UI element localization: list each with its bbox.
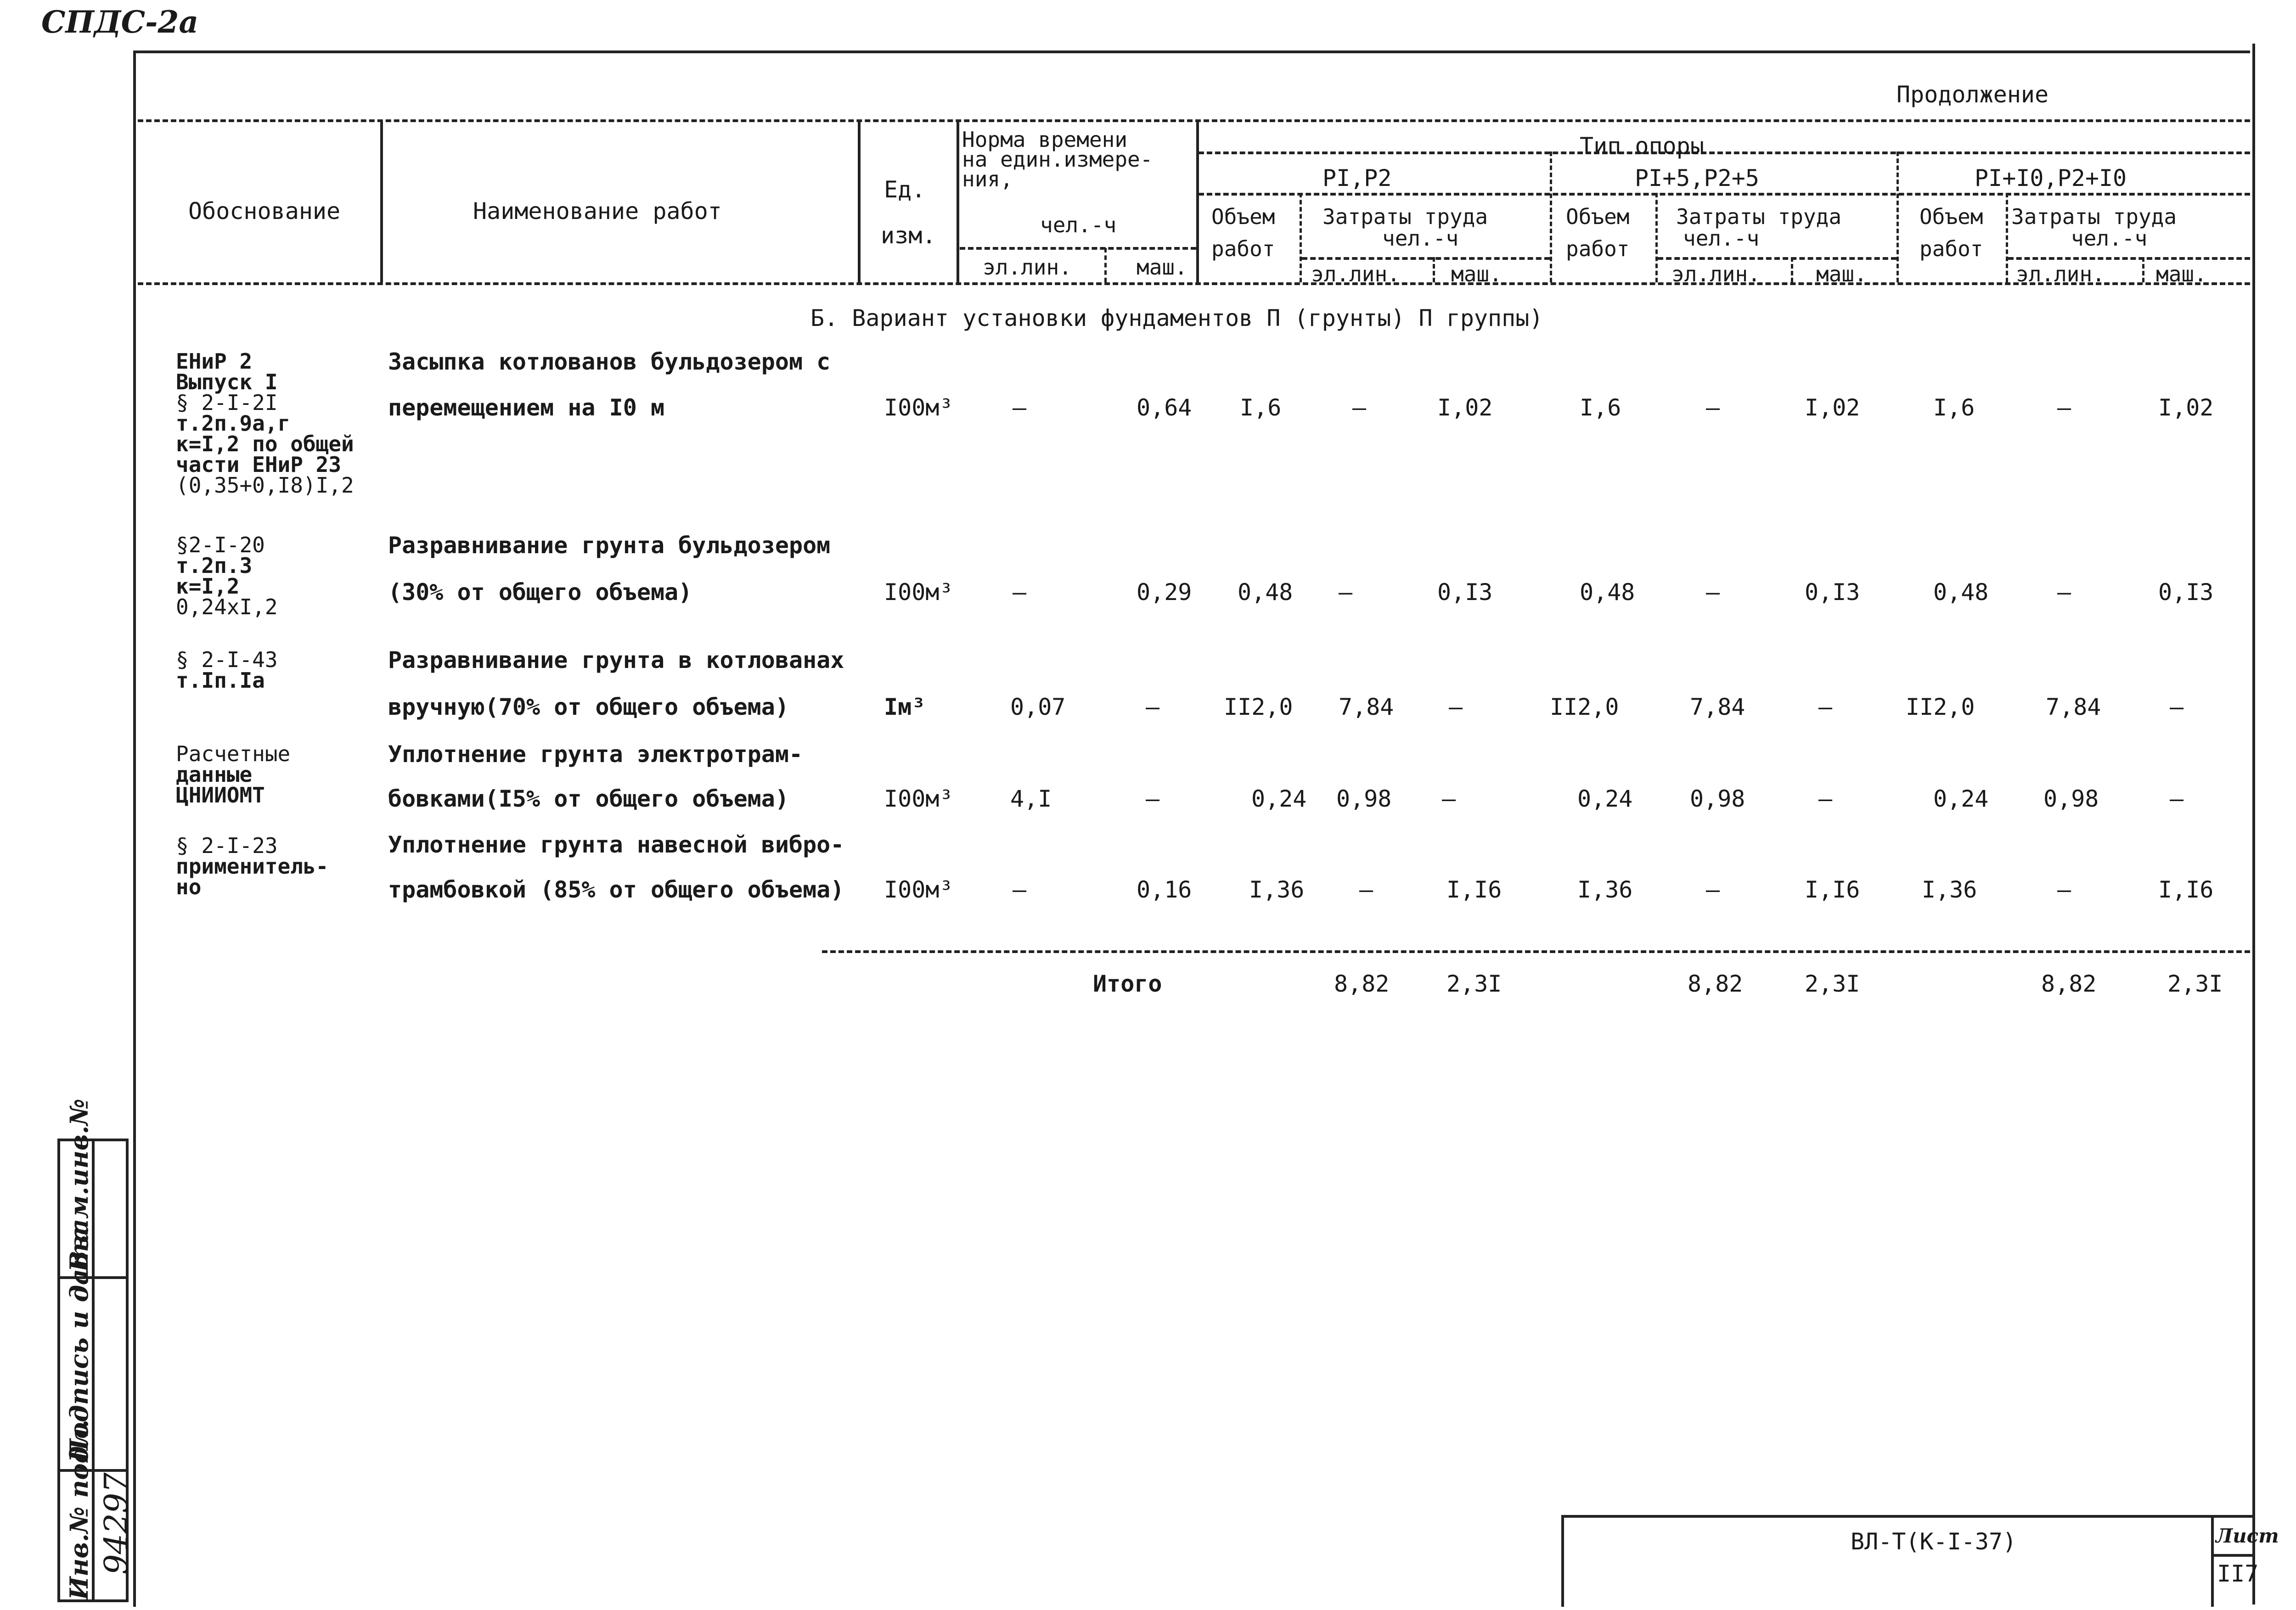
row-norm-el: – xyxy=(1013,394,1027,421)
row-unit: I00м³ xyxy=(884,785,953,812)
row-g1-mash: I,02 xyxy=(1437,394,1493,421)
vline-g1-end xyxy=(1550,151,1552,282)
row-work-line: Уплотнение грунта электротрам- xyxy=(388,741,803,768)
header-g2-costs-2: чел.-ч xyxy=(1683,226,1760,251)
title-block-sheet-divider xyxy=(2211,1515,2214,1607)
row-work-line: бовками(I5% от общего объема) xyxy=(388,785,789,812)
frame-right xyxy=(2252,44,2255,1604)
row-work-line: Разравнивание грунта бульдозером xyxy=(388,532,831,559)
row-g2-el: – xyxy=(1706,579,1720,606)
row-g2-el: – xyxy=(1706,876,1720,903)
header-norm-4: чел.-ч xyxy=(1040,213,1117,237)
row-g3-vol: II2,0 xyxy=(1906,694,1975,720)
header-g3-vol-1: Объем xyxy=(1919,204,1983,229)
row-norm-mash: 0,29 xyxy=(1137,579,1192,606)
hline-g1-costs xyxy=(1302,257,1550,260)
hline-g3-costs xyxy=(2008,257,2250,260)
vline-norm xyxy=(1196,122,1199,282)
header-g1-costs-1: Затраты труда xyxy=(1322,204,1488,229)
row-norm-mash: 0,16 xyxy=(1137,876,1192,903)
header-g1-el: эл.лин. xyxy=(1311,262,1400,286)
row-basis-line: Расчетные xyxy=(176,741,291,766)
row-basis-line: §2-I-20 xyxy=(176,533,265,557)
vline-g2-split xyxy=(1791,257,1793,282)
row-norm-el: – xyxy=(1013,876,1027,903)
row-g3-vol: 0,48 xyxy=(1933,579,1989,606)
sheet-number: II7 xyxy=(2217,1560,2259,1587)
stamp-inv-label: Инв.№ подл. xyxy=(64,1419,94,1600)
vline-g2-end xyxy=(1896,151,1899,282)
row-g3-vol: I,6 xyxy=(1933,394,1975,421)
row-g3-vol: I,36 xyxy=(1922,876,1977,903)
row-g2-el: – xyxy=(1706,394,1720,421)
row-work-line: (30% от общего объема) xyxy=(388,579,692,606)
sheet-label: Лист xyxy=(2216,1525,2279,1547)
row-g1-vol: II2,0 xyxy=(1224,694,1293,720)
row-norm-el: – xyxy=(1013,579,1027,606)
row-work-line: Засыпка котлованов бульдозером с xyxy=(388,348,831,375)
row-g3-mash: 0,I3 xyxy=(2158,579,2214,606)
header-g2-vol-2: работ xyxy=(1566,236,1630,261)
header-g1-name: PI,P2 xyxy=(1322,165,1392,191)
total-g3-mash: 2,3I xyxy=(2167,970,2223,997)
row-basis-line: 0,24хI,2 xyxy=(176,595,278,619)
row-basis-line: ЕНиР 2 xyxy=(176,349,253,374)
hline-groups xyxy=(1199,193,2250,196)
stamp-sign-label: Подпись и дата xyxy=(64,1226,94,1462)
row-unit: I00м³ xyxy=(884,579,953,606)
frame-top xyxy=(133,50,2250,53)
row-g3-vol: 0,24 xyxy=(1933,785,1989,812)
row-norm-el: 0,07 xyxy=(1010,694,1066,720)
total-rule xyxy=(822,950,2250,953)
row-g2-mash: – xyxy=(1818,694,1833,720)
row-basis-line: к=I,2 xyxy=(176,574,240,599)
continuation-label: Продолжение xyxy=(1896,81,2049,108)
row-g2-mash: I,I6 xyxy=(1805,876,1860,903)
header-g2-vol-1: Объем xyxy=(1566,204,1630,229)
row-g2-vol: II2,0 xyxy=(1550,694,1619,720)
row-g3-el: – xyxy=(2057,876,2071,903)
row-basis-line: к=I,2 по общей xyxy=(176,432,354,456)
title-block-sheet-rule xyxy=(2211,1554,2252,1557)
doc-code: ВЛ-Т(К-I-37) xyxy=(1851,1528,2017,1555)
row-basis-line: § 2-I-43 xyxy=(176,647,278,672)
total-g3-el: 8,82 xyxy=(2041,970,2097,997)
corner-code: СПДС-2а xyxy=(41,4,199,40)
row-g1-el: 7,84 xyxy=(1339,694,1394,720)
header-norm-el: эл.лин. xyxy=(983,255,1072,280)
header-norm-2: на един.измере- xyxy=(962,147,1153,172)
row-g2-mash: 0,I3 xyxy=(1805,579,1860,606)
row-g3-mash: – xyxy=(2170,694,2184,720)
total-g1-mash: 2,3I xyxy=(1446,970,1502,997)
row-g1-vol: 0,24 xyxy=(1251,785,1307,812)
row-work-line: вручную(70% от общего объема) xyxy=(388,694,789,720)
vline-unit xyxy=(957,122,959,282)
hline-type xyxy=(1199,151,2250,154)
header-g1-mash: маш. xyxy=(1451,262,1502,286)
frame-left xyxy=(133,50,136,1607)
row-g3-mash: – xyxy=(2170,785,2184,812)
header-unit-2: изм. xyxy=(881,222,936,249)
stamp-replace-label: Взам.инв.№ xyxy=(64,1099,94,1272)
row-g1-vol: I,6 xyxy=(1240,394,1282,421)
row-g3-el: 0,98 xyxy=(2043,785,2099,812)
header-bottom-rule xyxy=(138,282,2250,285)
header-g2-mash: маш. xyxy=(1816,262,1867,286)
row-basis-line: т.2п.9а,г xyxy=(176,411,291,436)
row-work-line: Уплотнение грунта навесной вибро- xyxy=(388,831,844,858)
header-g2-costs-1: Затраты труда xyxy=(1676,204,1842,229)
row-basis-line: (0,35+0,I8)I,2 xyxy=(176,473,354,498)
row-basis-line: т.2п.3 xyxy=(176,553,253,578)
row-g3-mash: I,I6 xyxy=(2158,876,2214,903)
row-basis-line: ЦНИИОМТ xyxy=(176,783,265,808)
hline-g2-costs xyxy=(1658,257,1896,260)
row-g1-el: – xyxy=(1359,876,1373,903)
vline-work xyxy=(858,122,861,282)
row-basis-line: § 2-I-2I xyxy=(176,390,278,415)
row-g1-vol: 0,48 xyxy=(1238,579,1293,606)
vline-g2-vol xyxy=(1655,193,1658,282)
header-norm-mash: маш. xyxy=(1137,255,1187,280)
row-norm-el: 4,I xyxy=(1010,785,1052,812)
header-unit-1: Ед. xyxy=(884,176,926,203)
vline-g1-vol xyxy=(1300,193,1302,282)
row-g3-mash: I,02 xyxy=(2158,394,2214,421)
row-g2-mash: I,02 xyxy=(1805,394,1860,421)
hline-norm xyxy=(960,247,1196,250)
header-g3-costs-2: чел.-ч xyxy=(2071,226,2148,251)
header-g2-el: эл.лин. xyxy=(1671,262,1761,286)
row-g1-mash: 0,I3 xyxy=(1437,579,1493,606)
total-g2-el: 8,82 xyxy=(1688,970,1743,997)
row-basis-line: данные xyxy=(176,762,253,787)
row-g1-el: – xyxy=(1352,394,1367,421)
row-basis-line: но xyxy=(176,875,202,899)
vline-g3-vol xyxy=(2006,193,2008,282)
row-basis-line: Выпуск I xyxy=(176,370,278,394)
stamp-inv-value: 94297 xyxy=(97,1472,135,1575)
header-top-rule xyxy=(138,119,2250,122)
header-norm-1: Норма времени xyxy=(962,127,1128,152)
header-g1-costs-2: чел.-ч xyxy=(1382,226,1459,251)
total-g1-el: 8,82 xyxy=(1334,970,1390,997)
header-g3-name: PI+I0,P2+I0 xyxy=(1975,165,2127,191)
row-work-line: перемещением на I0 м xyxy=(388,394,665,421)
row-g2-vol: I,6 xyxy=(1580,394,1621,421)
row-g1-mash: I,I6 xyxy=(1446,876,1502,903)
header-norm-3: ния, xyxy=(962,167,1013,191)
row-g1-mash: – xyxy=(1442,785,1456,812)
row-g3-el: 7,84 xyxy=(2046,694,2101,720)
header-g2-name: PI+5,P2+5 xyxy=(1635,165,1759,191)
row-basis-line: части ЕНиР 23 xyxy=(176,452,342,477)
row-work-line: трамбовкой (85% от общего объема) xyxy=(388,876,844,903)
header-g1-vol-2: работ xyxy=(1211,236,1275,261)
row-g2-vol: 0,24 xyxy=(1577,785,1633,812)
vline-g3-split xyxy=(2142,257,2144,282)
row-g1-el: – xyxy=(1339,579,1353,606)
row-norm-mash: 0,64 xyxy=(1137,394,1192,421)
header-g3-el: эл.лин. xyxy=(2016,262,2105,286)
row-g2-vol: I,36 xyxy=(1577,876,1633,903)
row-unit: Iм³ xyxy=(884,694,926,720)
row-norm-mash: – xyxy=(1146,694,1160,720)
row-unit: I00м³ xyxy=(884,394,953,421)
total-label: Итого xyxy=(1093,970,1162,997)
vline-g1-split xyxy=(1433,257,1435,282)
row-basis-line: § 2-I-23 xyxy=(176,833,278,858)
row-g3-el: – xyxy=(2057,394,2071,421)
row-work-line: Разравнивание грунта в котлованах xyxy=(388,647,844,673)
header-g3-costs-1: Затраты труда xyxy=(2011,204,2177,229)
header-basis: Обоснование xyxy=(188,198,341,224)
row-norm-mash: – xyxy=(1146,785,1160,812)
row-g2-el: 0,98 xyxy=(1690,785,1745,812)
header-g3-vol-2: работ xyxy=(1919,236,1983,261)
row-g2-mash: – xyxy=(1818,785,1833,812)
row-basis-line: т.Iп.Iа xyxy=(176,668,265,693)
row-basis-line: применитель- xyxy=(176,854,329,879)
total-g2-mash: 2,3I xyxy=(1805,970,1860,997)
row-g1-vol: I,36 xyxy=(1249,876,1305,903)
row-unit: I00м³ xyxy=(884,876,953,903)
header-g1-vol-1: Объем xyxy=(1211,204,1275,229)
row-g3-el: – xyxy=(2057,579,2071,606)
row-g1-mash: – xyxy=(1449,694,1463,720)
row-g2-el: 7,84 xyxy=(1690,694,1745,720)
header-support-type: Тип опоры xyxy=(1580,133,1704,159)
header-work: Наименование работ xyxy=(473,198,722,224)
header-g3-mash: маш. xyxy=(2156,262,2207,286)
section-title: Б. Вариант установки фундаментов П (грунты) П группы) xyxy=(810,305,1543,331)
vline-norm-split xyxy=(1104,248,1107,282)
row-g2-vol: 0,48 xyxy=(1580,579,1635,606)
row-g1-el: 0,98 xyxy=(1336,785,1392,812)
vline-basis xyxy=(380,122,383,282)
